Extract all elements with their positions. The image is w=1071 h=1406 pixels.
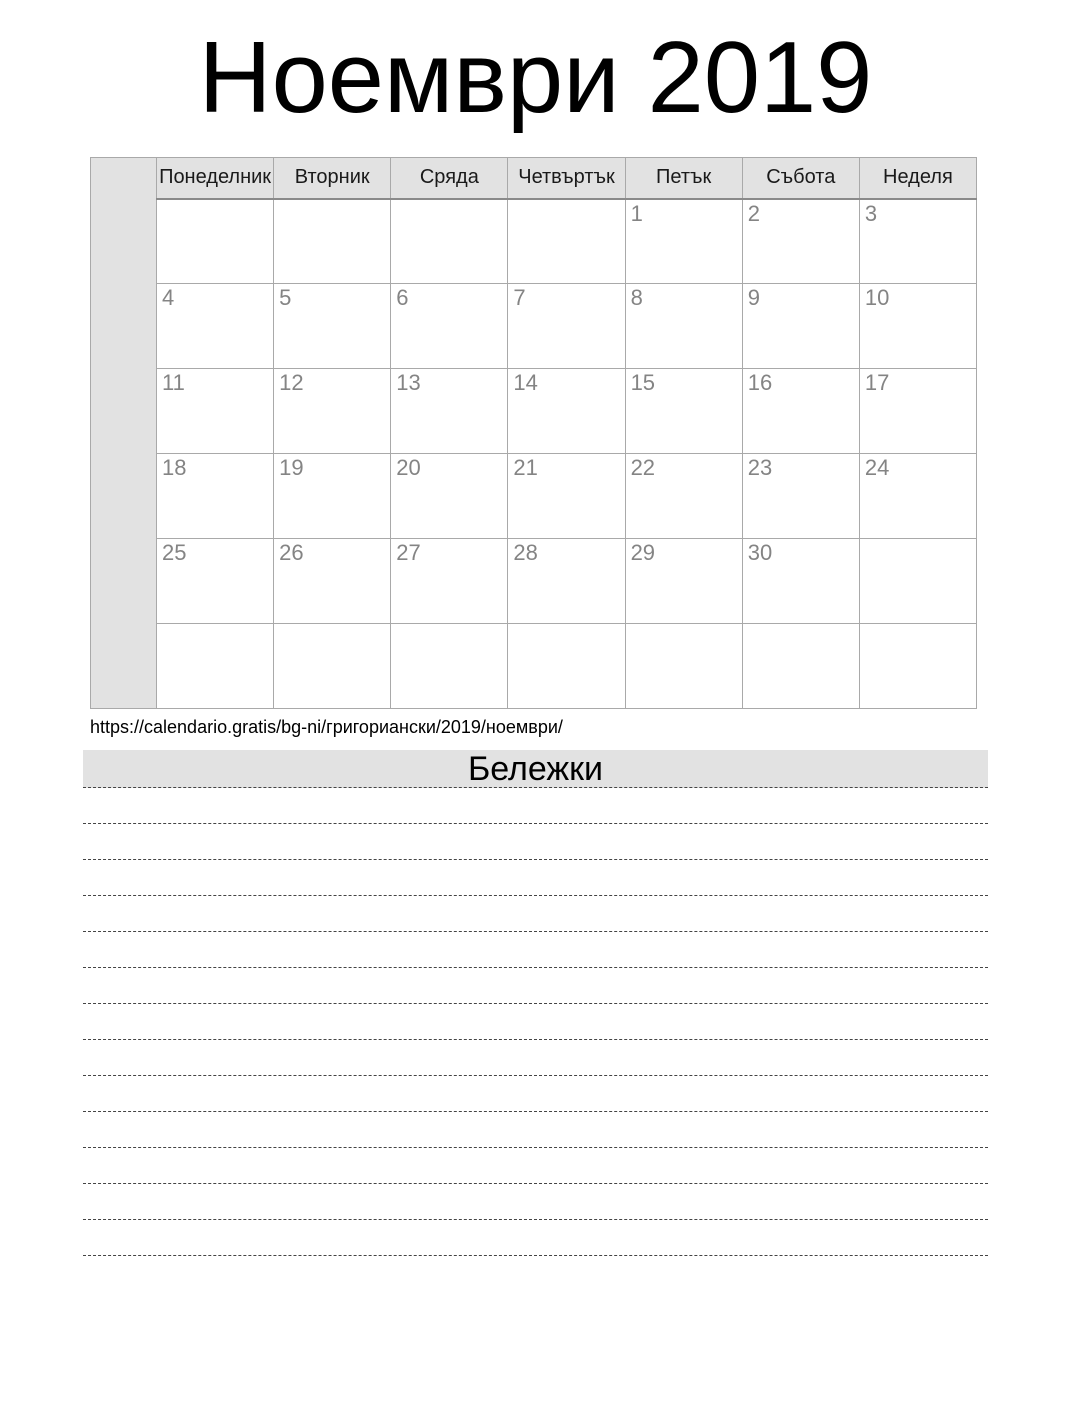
day-cell: 27 bbox=[391, 539, 508, 624]
day-cell bbox=[391, 199, 508, 284]
day-cell: 10 bbox=[859, 284, 976, 369]
day-cell: 11 bbox=[157, 369, 274, 454]
day-cell: 5 bbox=[274, 284, 391, 369]
day-cell bbox=[859, 624, 976, 709]
day-cell: 19 bbox=[274, 454, 391, 539]
notes-section bbox=[83, 750, 988, 1256]
day-cell: 2 bbox=[742, 199, 859, 284]
day-cell: 4 bbox=[157, 284, 274, 369]
day-cell: 12 bbox=[274, 369, 391, 454]
weekday-header-row bbox=[91, 158, 977, 199]
weekday-header-friday: Петък bbox=[625, 158, 742, 199]
note-line bbox=[83, 1040, 988, 1076]
day-cell: 6 bbox=[391, 284, 508, 369]
note-lines bbox=[83, 788, 988, 1256]
day-cell: 26 bbox=[274, 539, 391, 624]
note-line bbox=[83, 860, 988, 896]
note-line bbox=[83, 1220, 988, 1256]
day-cell: 13 bbox=[391, 369, 508, 454]
note-line bbox=[83, 824, 988, 860]
day-cell bbox=[742, 624, 859, 709]
day-cell: 17 bbox=[859, 369, 976, 454]
week-row-3 bbox=[91, 369, 977, 454]
day-cell bbox=[859, 539, 976, 624]
day-cell bbox=[157, 624, 274, 709]
day-cell bbox=[274, 199, 391, 284]
day-cell bbox=[508, 624, 625, 709]
week-row-4 bbox=[91, 454, 977, 539]
day-cell: 15 bbox=[625, 369, 742, 454]
day-cell bbox=[391, 624, 508, 709]
notes-title: Бележки bbox=[83, 750, 988, 788]
day-cell: 28 bbox=[508, 539, 625, 624]
week-row-1 bbox=[91, 199, 977, 284]
note-line bbox=[83, 1004, 988, 1040]
day-cell: 14 bbox=[508, 369, 625, 454]
calendar-gutter-column bbox=[91, 158, 157, 709]
day-cell: 25 bbox=[157, 539, 274, 624]
day-cell: 22 bbox=[625, 454, 742, 539]
day-cell: 3 bbox=[859, 199, 976, 284]
day-cell: 21 bbox=[508, 454, 625, 539]
note-line bbox=[83, 1076, 988, 1112]
weekday-header-tuesday: Вторник bbox=[274, 158, 391, 199]
month-title: Ноември 2019 bbox=[198, 22, 873, 134]
source-url: https://calendario.gratis/bg-ni/григориански/2019/ноември/ bbox=[90, 717, 563, 738]
note-line bbox=[83, 1184, 988, 1220]
day-cell bbox=[157, 199, 274, 284]
day-cell bbox=[508, 199, 625, 284]
weekday-header-monday: Понеделник bbox=[157, 158, 274, 199]
day-cell: 30 bbox=[742, 539, 859, 624]
week-row-5 bbox=[91, 539, 977, 624]
day-cell: 7 bbox=[508, 284, 625, 369]
day-cell: 18 bbox=[157, 454, 274, 539]
weekday-header-sunday: Неделя bbox=[859, 158, 976, 199]
day-cell: 8 bbox=[625, 284, 742, 369]
weekday-header-thursday: Четвъртък bbox=[508, 158, 625, 199]
note-line bbox=[83, 896, 988, 932]
note-line bbox=[83, 968, 988, 1004]
day-cell bbox=[625, 624, 742, 709]
day-cell: 1 bbox=[625, 199, 742, 284]
week-row-2 bbox=[91, 284, 977, 369]
note-line bbox=[83, 788, 988, 824]
day-cell: 16 bbox=[742, 369, 859, 454]
day-cell: 29 bbox=[625, 539, 742, 624]
note-line bbox=[83, 932, 988, 968]
note-line bbox=[83, 1148, 988, 1184]
weekday-header-saturday: Събота bbox=[742, 158, 859, 199]
note-line bbox=[83, 1112, 988, 1148]
day-cell: 23 bbox=[742, 454, 859, 539]
calendar-table bbox=[90, 157, 977, 709]
day-cell: 20 bbox=[391, 454, 508, 539]
week-row-6 bbox=[91, 624, 977, 709]
day-cell: 9 bbox=[742, 284, 859, 369]
day-cell: 24 bbox=[859, 454, 976, 539]
weekday-header-wednesday: Сряда bbox=[391, 158, 508, 199]
day-cell bbox=[274, 624, 391, 709]
